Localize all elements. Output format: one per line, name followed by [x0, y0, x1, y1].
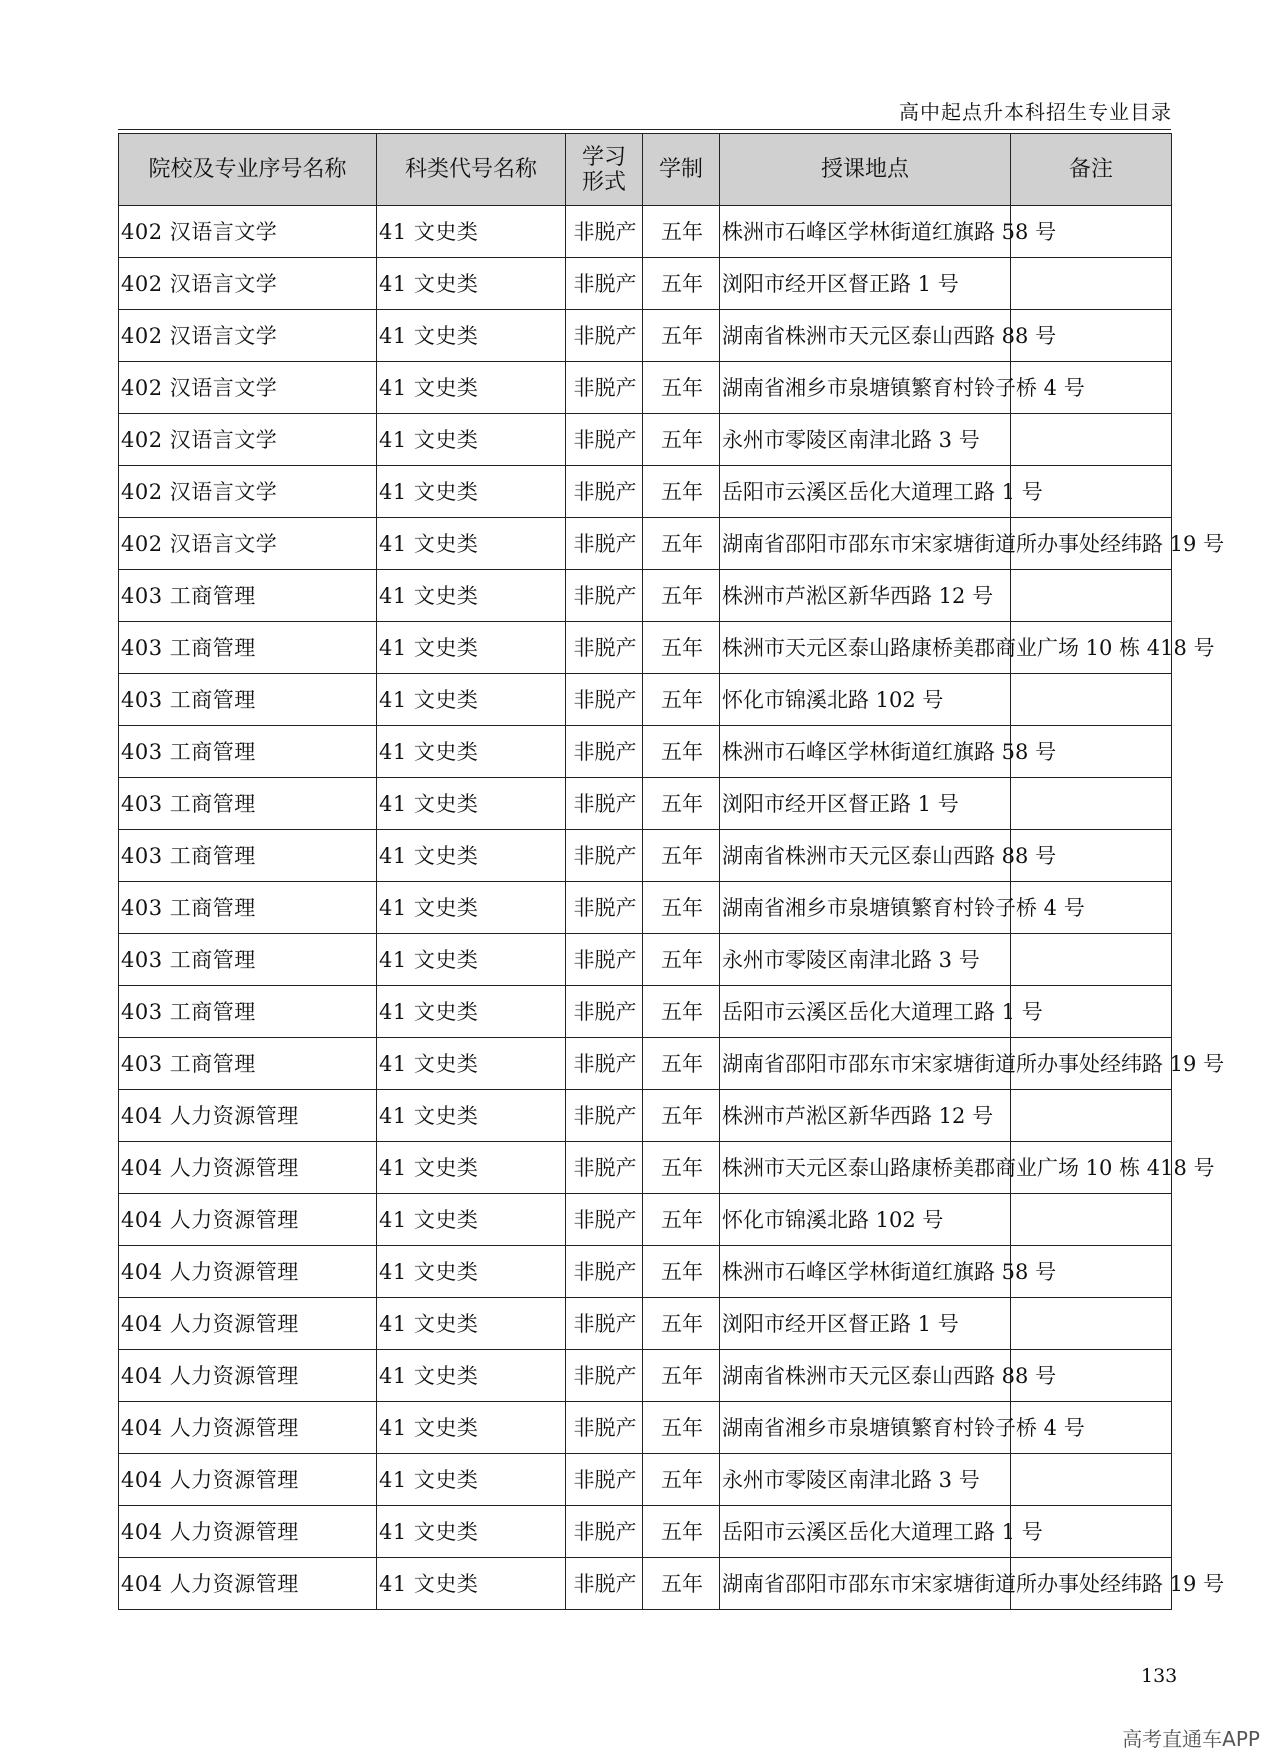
col-header-location: 授课地点 — [720, 134, 1011, 206]
cell-location: 浏阳市经开区督正路 1 号 — [720, 258, 1011, 310]
cell-major: 403 工商管理 — [119, 570, 377, 622]
catalog-table — [118, 133, 1225, 1610]
cell-major: 403 工商管理 — [119, 622, 377, 674]
cell-years: 五年 — [643, 1402, 720, 1454]
cell-category: 41 文史类 — [377, 778, 566, 830]
cell-years: 五年 — [643, 882, 720, 934]
cell-category: 41 文史类 — [377, 1298, 566, 1350]
cell-major: 404 人力资源管理 — [119, 1246, 377, 1298]
cell-form: 非脱产 — [566, 986, 643, 1038]
cell-form: 非脱产 — [566, 414, 643, 466]
cell-location: 浏阳市经开区督正路 1 号 — [720, 778, 1011, 830]
cell-category: 41 文史类 — [377, 986, 566, 1038]
cell-major: 403 工商管理 — [119, 986, 377, 1038]
table-row — [119, 778, 1172, 830]
table-row — [119, 1194, 1172, 1246]
cell-location: 怀化市锦溪北路 102 号 — [720, 1194, 1011, 1246]
cell-form: 非脱产 — [566, 934, 643, 986]
cell-major: 403 工商管理 — [119, 778, 377, 830]
cell-location: 永州市零陵区南津北路 3 号 — [720, 414, 1011, 466]
cell-location: 湖南省湘乡市泉塘镇繁育村铃子桥 4 号 — [720, 1402, 1011, 1454]
table-row — [119, 622, 1172, 674]
cell-category: 41 文史类 — [377, 674, 566, 726]
cell-form: 非脱产 — [566, 362, 643, 414]
cell-category: 41 文史类 — [377, 1142, 566, 1194]
cell-category: 41 文史类 — [377, 206, 566, 258]
running-header: 高中起点升本科招生专业目录 — [899, 100, 1172, 124]
cell-major: 404 人力资源管理 — [119, 1090, 377, 1142]
cell-category: 41 文史类 — [377, 882, 566, 934]
table-row — [119, 258, 1172, 310]
cell-years: 五年 — [643, 1558, 720, 1610]
cell-major: 404 人力资源管理 — [119, 1454, 377, 1506]
cell-location: 株洲市芦淞区新华西路 12 号 — [720, 570, 1011, 622]
cell-note — [1011, 934, 1172, 986]
table-row — [119, 830, 1172, 882]
cell-location: 湖南省株洲市天元区泰山西路 88 号 — [720, 830, 1011, 882]
cell-location: 株洲市石峰区学林街道红旗路 58 号 — [720, 1246, 1011, 1298]
cell-major: 404 人力资源管理 — [119, 1506, 377, 1558]
table-row — [119, 362, 1172, 414]
cell-years: 五年 — [643, 674, 720, 726]
table-row — [119, 310, 1172, 362]
cell-years: 五年 — [643, 726, 720, 778]
cell-location: 湖南省邵阳市邵东市宋家塘街道所办事处经纬路 19 号 — [720, 1038, 1011, 1090]
cell-category: 41 文史类 — [377, 1454, 566, 1506]
cell-category: 41 文史类 — [377, 258, 566, 310]
cell-category: 41 文史类 — [377, 310, 566, 362]
cell-note — [1011, 1090, 1172, 1142]
cell-years: 五年 — [643, 206, 720, 258]
cell-form: 非脱产 — [566, 1298, 643, 1350]
cell-location: 株洲市天元区泰山路康桥美郡商业广场 10 栋 418 号 — [720, 1142, 1011, 1194]
cell-location: 湖南省湘乡市泉塘镇繁育村铃子桥 4 号 — [720, 362, 1011, 414]
cell-form: 非脱产 — [566, 466, 643, 518]
table-row — [119, 1506, 1172, 1558]
cell-location: 永州市零陵区南津北路 3 号 — [720, 1454, 1011, 1506]
cell-note — [1011, 1298, 1172, 1350]
cell-years: 五年 — [643, 310, 720, 362]
table-row — [119, 1402, 1172, 1454]
cell-major: 404 人力资源管理 — [119, 1558, 377, 1610]
table-row — [119, 206, 1172, 258]
cell-location: 湖南省株洲市天元区泰山西路 88 号 — [720, 310, 1011, 362]
cell-location: 湖南省邵阳市邵东市宋家塘街道所办事处经纬路 19 号 — [720, 1558, 1011, 1610]
cell-years: 五年 — [643, 622, 720, 674]
cell-major: 402 汉语言文学 — [119, 466, 377, 518]
cell-form: 非脱产 — [566, 674, 643, 726]
cell-major: 403 工商管理 — [119, 882, 377, 934]
cell-category: 41 文史类 — [377, 1246, 566, 1298]
cell-form: 非脱产 — [566, 1038, 643, 1090]
cell-major: 402 汉语言文学 — [119, 206, 377, 258]
cell-category: 41 文史类 — [377, 1038, 566, 1090]
table-row — [119, 414, 1172, 466]
cell-form: 非脱产 — [566, 726, 643, 778]
cell-major: 404 人力资源管理 — [119, 1402, 377, 1454]
cell-form: 非脱产 — [566, 882, 643, 934]
cell-major: 402 汉语言文学 — [119, 362, 377, 414]
cell-major: 404 人力资源管理 — [119, 1194, 377, 1246]
cell-location: 湖南省湘乡市泉塘镇繁育村铃子桥 4 号 — [720, 882, 1011, 934]
cell-form: 非脱产 — [566, 206, 643, 258]
cell-form: 非脱产 — [566, 518, 643, 570]
cell-years: 五年 — [643, 986, 720, 1038]
cell-major: 403 工商管理 — [119, 830, 377, 882]
table-row — [119, 934, 1172, 986]
col-header-category: 科类代号名称 — [377, 134, 566, 206]
cell-years: 五年 — [643, 1090, 720, 1142]
cell-years: 五年 — [643, 830, 720, 882]
col-header-form: 学习 形式 — [566, 134, 643, 206]
cell-category: 41 文史类 — [377, 830, 566, 882]
cell-years: 五年 — [643, 414, 720, 466]
cell-years: 五年 — [643, 1298, 720, 1350]
cell-form: 非脱产 — [566, 778, 643, 830]
table-row — [119, 518, 1172, 570]
cell-location: 株洲市石峰区学林街道红旗路 58 号 — [720, 206, 1011, 258]
cell-major: 402 汉语言文学 — [119, 310, 377, 362]
cell-years: 五年 — [643, 1194, 720, 1246]
cell-form: 非脱产 — [566, 1506, 643, 1558]
cell-major: 404 人力资源管理 — [119, 1350, 377, 1402]
col-header-note: 备注 — [1011, 134, 1172, 206]
table-row — [119, 570, 1172, 622]
table-row — [119, 1454, 1172, 1506]
cell-major: 403 工商管理 — [119, 934, 377, 986]
cell-category: 41 文史类 — [377, 414, 566, 466]
cell-category: 41 文史类 — [377, 1194, 566, 1246]
cell-note — [1011, 778, 1172, 830]
cell-years: 五年 — [643, 362, 720, 414]
cell-form: 非脱产 — [566, 1142, 643, 1194]
cell-form: 非脱产 — [566, 1350, 643, 1402]
cell-major: 403 工商管理 — [119, 1038, 377, 1090]
cell-years: 五年 — [643, 1454, 720, 1506]
cell-location: 永州市零陵区南津北路 3 号 — [720, 934, 1011, 986]
page-number: 133 — [1141, 1665, 1178, 1687]
col-header-years: 学制 — [643, 134, 720, 206]
cell-years: 五年 — [643, 934, 720, 986]
cell-years: 五年 — [643, 258, 720, 310]
header-rule — [118, 129, 1171, 130]
table-row — [119, 726, 1172, 778]
cell-years: 五年 — [643, 1142, 720, 1194]
cell-form: 非脱产 — [566, 1246, 643, 1298]
cell-location: 株洲市芦淞区新华西路 12 号 — [720, 1090, 1011, 1142]
cell-category: 41 文史类 — [377, 466, 566, 518]
cell-note — [1011, 1194, 1172, 1246]
cell-location: 湖南省邵阳市邵东市宋家塘街道所办事处经纬路 19 号 — [720, 518, 1011, 570]
cell-category: 41 文史类 — [377, 1506, 566, 1558]
cell-major: 403 工商管理 — [119, 674, 377, 726]
cell-category: 41 文史类 — [377, 1350, 566, 1402]
cell-form: 非脱产 — [566, 622, 643, 674]
cell-years: 五年 — [643, 1350, 720, 1402]
cell-category: 41 文史类 — [377, 362, 566, 414]
cell-years: 五年 — [643, 466, 720, 518]
cell-major: 404 人力资源管理 — [119, 1298, 377, 1350]
cell-note — [1011, 414, 1172, 466]
cell-major: 403 工商管理 — [119, 726, 377, 778]
cell-major: 404 人力资源管理 — [119, 1142, 377, 1194]
cell-category: 41 文史类 — [377, 726, 566, 778]
table-row — [119, 882, 1172, 934]
cell-form: 非脱产 — [566, 830, 643, 882]
cell-years: 五年 — [643, 518, 720, 570]
cell-major: 402 汉语言文学 — [119, 258, 377, 310]
cell-category: 41 文史类 — [377, 934, 566, 986]
table-body — [119, 206, 1225, 1610]
cell-years: 五年 — [643, 1506, 720, 1558]
cell-years: 五年 — [643, 570, 720, 622]
cell-form: 非脱产 — [566, 258, 643, 310]
table-header-row — [119, 134, 1172, 206]
table-row — [119, 1142, 1172, 1194]
cell-location: 岳阳市云溪区岳化大道理工路 1 号 — [720, 466, 1011, 518]
cell-category: 41 文史类 — [377, 622, 566, 674]
cell-form: 非脱产 — [566, 1090, 643, 1142]
cell-form: 非脱产 — [566, 1402, 643, 1454]
cell-major: 402 汉语言文学 — [119, 414, 377, 466]
cell-years: 五年 — [643, 1038, 720, 1090]
cell-category: 41 文史类 — [377, 1090, 566, 1142]
col-header-major: 院校及专业序号名称 — [119, 134, 377, 206]
watermark: 高考直通车APP — [1122, 1727, 1260, 1751]
cell-form: 非脱产 — [566, 1194, 643, 1246]
cell-location: 怀化市锦溪北路 102 号 — [720, 674, 1011, 726]
cell-note — [1011, 258, 1172, 310]
table-row — [119, 1350, 1172, 1402]
cell-form: 非脱产 — [566, 1558, 643, 1610]
cell-location: 岳阳市云溪区岳化大道理工路 1 号 — [720, 1506, 1011, 1558]
cell-category: 41 文史类 — [377, 1402, 566, 1454]
table-row — [119, 466, 1172, 518]
cell-years: 五年 — [643, 1246, 720, 1298]
cell-category: 41 文史类 — [377, 570, 566, 622]
cell-form: 非脱产 — [566, 1454, 643, 1506]
table-row — [119, 1298, 1172, 1350]
cell-form: 非脱产 — [566, 310, 643, 362]
table-row — [119, 1090, 1172, 1142]
cell-note — [1011, 1454, 1172, 1506]
cell-years: 五年 — [643, 778, 720, 830]
cell-major: 402 汉语言文学 — [119, 518, 377, 570]
cell-note — [1011, 570, 1172, 622]
cell-location: 株洲市天元区泰山路康桥美郡商业广场 10 栋 418 号 — [720, 622, 1011, 674]
cell-category: 41 文史类 — [377, 1558, 566, 1610]
table-row — [119, 674, 1172, 726]
cell-location: 岳阳市云溪区岳化大道理工路 1 号 — [720, 986, 1011, 1038]
cell-location: 浏阳市经开区督正路 1 号 — [720, 1298, 1011, 1350]
cell-form: 非脱产 — [566, 570, 643, 622]
table-row — [119, 1038, 1172, 1090]
table-row — [119, 1558, 1172, 1610]
cell-note — [1011, 674, 1172, 726]
cell-location: 株洲市石峰区学林街道红旗路 58 号 — [720, 726, 1011, 778]
table-row — [119, 986, 1172, 1038]
cell-category: 41 文史类 — [377, 518, 566, 570]
table-row — [119, 1246, 1172, 1298]
cell-location: 湖南省株洲市天元区泰山西路 88 号 — [720, 1350, 1011, 1402]
